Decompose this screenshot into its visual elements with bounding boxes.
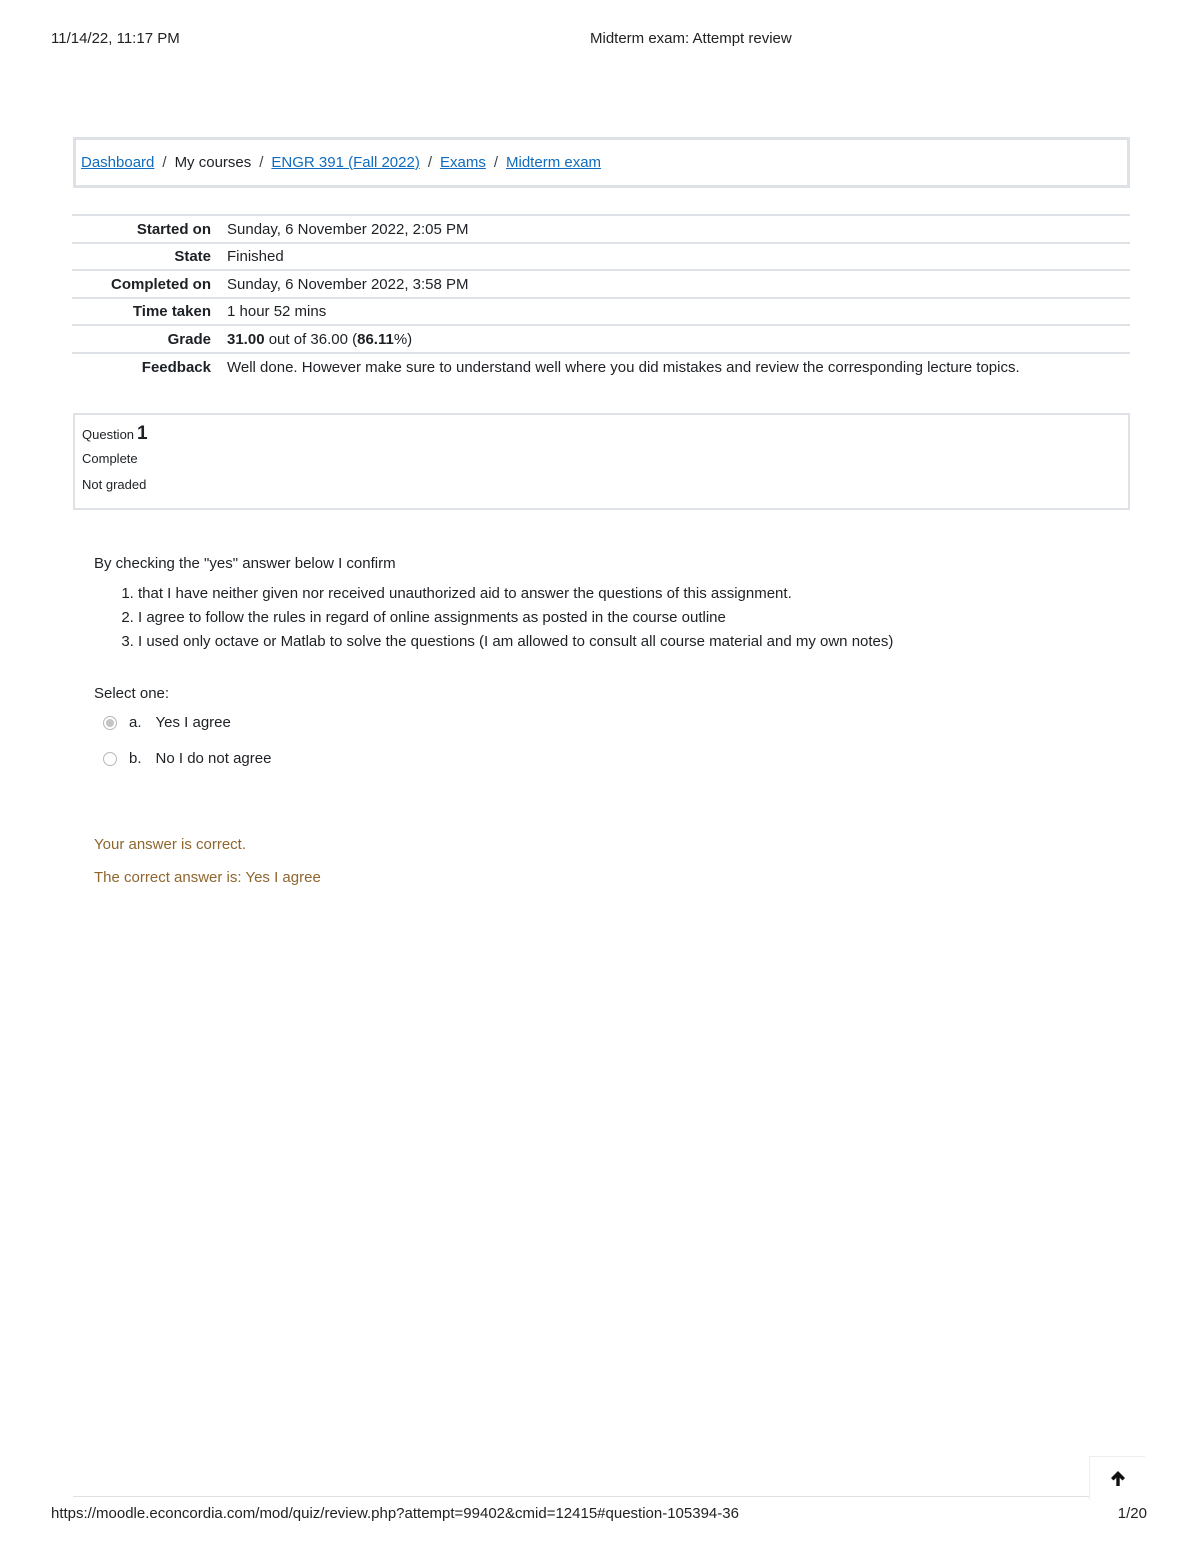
completed-on-label: Completed on: [72, 270, 227, 298]
answer-option-b[interactable]: [103, 750, 271, 767]
breadcrumb-separator: /: [259, 154, 264, 171]
radio-button[interactable]: [103, 752, 117, 766]
print-url: https://moodle.econcordia.com/mod/quiz/review.php?attempt=99402&cmid=12415#question-105394-36: [51, 1505, 739, 1522]
back-to-top-button[interactable]: [1089, 1456, 1145, 1500]
summary-row-started-on: [72, 215, 1130, 243]
print-title: Midterm exam: Attempt review: [590, 30, 792, 47]
summary-row-completed-on: [72, 270, 1130, 298]
breadcrumb-separator: /: [427, 154, 432, 171]
summary-row-feedback: [72, 353, 1130, 381]
answer-option-a[interactable]: [103, 714, 231, 731]
feedback-right-answer: The correct answer is: Yes I agree: [94, 869, 321, 886]
grade-percent: 86.11: [357, 330, 394, 348]
list-item: 2. I agree to follow the rules in regard of online assignments as posted in the course outline: [138, 608, 1124, 627]
arrow-up-icon: [1110, 1470, 1126, 1487]
summary-row-grade: [72, 325, 1130, 353]
grade-score: 31.00: [227, 330, 265, 348]
feedback-correct: Your answer is correct.: [94, 836, 247, 853]
time-taken-label: Time taken: [72, 298, 227, 326]
print-datetime: 11/14/22, 11:17 PM: [51, 30, 180, 47]
question-grade: Not graded: [82, 477, 147, 492]
grade-value: 31.00 out of 36.00 (86.11%): [227, 325, 1130, 353]
select-prompt: Select one:: [94, 685, 170, 702]
breadcrumb-separator: /: [162, 154, 167, 171]
started-on-label: Started on: [72, 215, 227, 243]
grade-label: Grade: [72, 325, 227, 353]
question-state: Complete: [82, 451, 138, 466]
breadcrumb-dashboard[interactable]: Dashboard: [81, 154, 155, 171]
print-footer: [0, 1505, 1200, 1525]
summary-row-time-taken: [72, 298, 1130, 326]
breadcrumb-my-courses: My courses: [174, 154, 252, 171]
summary-row-state: [72, 243, 1130, 271]
started-on-value: Sunday, 6 November 2022, 2:05 PM: [227, 215, 1130, 243]
question-info-box: [73, 413, 1130, 510]
radio-button-checked[interactable]: [103, 716, 117, 730]
feedback-value: Well done. However make sure to understand well where you did mistakes and review the corresponding lecture topics.: [227, 353, 1130, 381]
answer-letter: a.: [129, 714, 142, 731]
answer-label: No I do not agree: [155, 750, 272, 767]
state-value: Finished: [227, 243, 1130, 271]
attempt-summary-table: [72, 214, 1130, 380]
question-intro: By checking the "yes" answer below I confirm: [94, 555, 396, 572]
list-item: 1. that I have neither given nor received unauthorized aid to answer the questions of this assignment.: [138, 584, 1124, 603]
question-items-list: [94, 584, 1124, 651]
print-header: [0, 30, 1200, 50]
breadcrumb-midterm-exam[interactable]: Midterm exam: [506, 154, 602, 171]
question-label: Question: [82, 427, 135, 442]
feedback-label: Feedback: [72, 353, 227, 381]
print-page-number: 1/20: [1117, 1505, 1147, 1522]
answer-label: Yes I agree: [155, 714, 231, 731]
breadcrumb: [73, 137, 1130, 188]
question-number-value: 1: [137, 423, 148, 444]
answer-letter: b.: [129, 750, 142, 767]
question-number: [82, 423, 1128, 445]
breadcrumb-separator: /: [493, 154, 499, 171]
breadcrumb-exams[interactable]: Exams: [440, 154, 486, 171]
breadcrumb-course[interactable]: ENGR 391 (Fall 2022): [271, 154, 420, 171]
state-label: State: [72, 243, 227, 271]
list-item: 3. I used only octave or Matlab to solve the questions (I am allowed to consult all course material and my own notes): [138, 632, 1124, 651]
completed-on-value: Sunday, 6 November 2022, 3:58 PM: [227, 270, 1130, 298]
time-taken-value: 1 hour 52 mins: [227, 298, 1130, 326]
grade-out-of: out of 36.00: [268, 330, 348, 348]
footer-divider: [73, 1496, 1089, 1497]
question-text: [94, 555, 1124, 656]
